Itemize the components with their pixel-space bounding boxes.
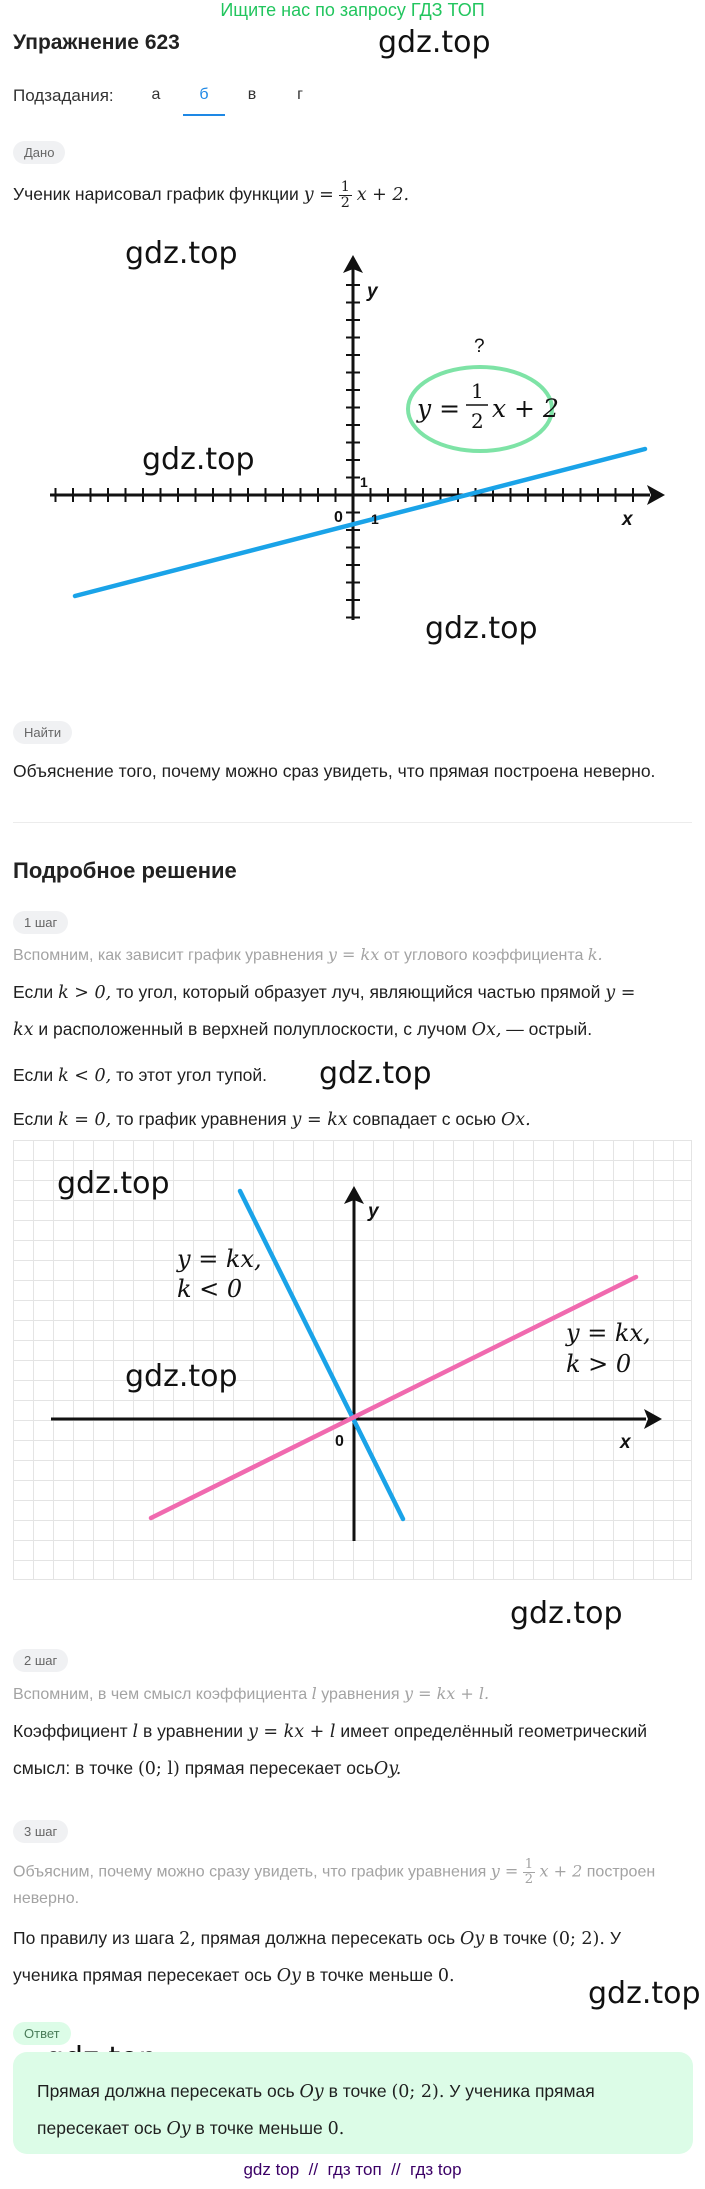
page-title: Упражнение 623 — [13, 31, 180, 54]
step3-pill: 3 шаг — [13, 1820, 68, 1843]
footer-links[interactable]: gdz top // гдз топ // гдз top — [243, 2160, 462, 2179]
watermark: gdz.top — [125, 1359, 238, 1394]
given-frac-den: 2 — [340, 195, 350, 212]
step1-pill: 1 шаг — [13, 911, 68, 934]
step1-hint-k: k. — [587, 945, 603, 964]
step3-hint-fraction — [523, 1858, 535, 1887]
step1-p1-line1 — [13, 979, 693, 1007]
watermark: gdz.top — [510, 1596, 623, 1631]
step2-hint-b: уравнения — [321, 1686, 400, 1703]
given-eq-y: y = — [303, 185, 334, 206]
step1-p1-ox: Ox, — [471, 1020, 502, 1041]
step1-p2-b: то этот угол тупой. — [116, 1065, 268, 1085]
step2-eq: y = kx + l — [247, 1722, 336, 1742]
watermark: gdz.top — [319, 1056, 432, 1091]
answer-text — [37, 2078, 677, 2143]
x-unit-label: 1 — [371, 511, 379, 527]
y-unit-label: 1 — [360, 474, 368, 490]
line-positive-slope — [151, 1277, 636, 1518]
step1-p1-eq-y: y = — [605, 983, 636, 1003]
question-mark: ? — [474, 336, 485, 357]
search-banner[interactable]: Ищите нас по запросу ГДЗ ТОП — [220, 0, 485, 20]
graph-slopes — [13, 1140, 692, 1580]
step2-text — [13, 1718, 693, 1783]
tab-v[interactable]: в — [247, 86, 257, 103]
answer-zero: 0. — [327, 2119, 345, 2140]
watermark: gdz.top — [378, 25, 491, 60]
step3-line1 — [13, 1925, 693, 1953]
tab-b[interactable]: б — [199, 86, 209, 103]
step2-l: l — [132, 1722, 139, 1742]
step1-p1 — [13, 979, 693, 1044]
step1-p3-ox: Ox. — [500, 1110, 531, 1130]
step3-zero: 0. — [437, 1966, 455, 1987]
watermark: gdz.top — [57, 1166, 170, 1201]
line-negative-slope — [240, 1191, 403, 1519]
tab-g[interactable]: г — [297, 86, 303, 103]
answer-t3: У ученика прямая — [449, 2081, 595, 2101]
given-eq-rest: x + 2. — [356, 185, 410, 206]
answer-t5: в точке меньше — [195, 2118, 323, 2139]
step3-two: 2, — [179, 1929, 196, 1949]
step3-hint-c: неверно. — [13, 1889, 80, 1907]
step1-p3-b: то график уравнения — [116, 1109, 287, 1129]
answer-t1: Прямая должна пересекать ось — [37, 2081, 295, 2101]
step3-t1: По правилу из шага — [13, 1928, 175, 1948]
watermark: gdz.top — [142, 442, 255, 477]
step2-t1: Коэффициент — [13, 1721, 128, 1741]
step1-p1-c: и расположенный в верхней полуплоскости, с лучом — [38, 1019, 467, 1040]
origin-label: 0 — [334, 509, 343, 526]
eq-rest: x + 2 — [492, 394, 559, 423]
step2-pill: 2 шаг — [13, 1649, 68, 1672]
given-pill: Дано — [13, 141, 65, 164]
step3-hint-a: Объясним, почему можно сразу увидеть, что график уравнения — [13, 1863, 487, 1881]
step2-hint-l: l — [311, 1684, 317, 1703]
step3-point: (0; 2). — [552, 1929, 605, 1949]
step3-hint-b: построен — [586, 1863, 656, 1881]
step2-point: (0; l) — [137, 1759, 180, 1780]
step2-t5: прямая пересекает ось — [184, 1758, 374, 1779]
answer-t4: пересекает ось — [37, 2118, 162, 2139]
eq-den: 2 — [471, 409, 484, 433]
answer-point: (0; 2). — [391, 2082, 445, 2102]
step2-oy: Oy. — [373, 1759, 402, 1780]
origin-label: 0 — [335, 1433, 344, 1450]
step1-p1-d: — острый. — [506, 1019, 593, 1040]
watermark: gdz.top — [125, 236, 238, 271]
y-axis-label: y — [368, 1201, 379, 1222]
step1-p2-a: Если — [13, 1065, 54, 1085]
answer-pill: Ответ — [13, 2022, 71, 2045]
neg-label-2: k < 0 — [177, 1275, 243, 1303]
answer-oy: Oy — [299, 2082, 324, 2102]
step2-t2: в уравнении — [143, 1721, 244, 1741]
step1-p1-cond: k > 0, — [58, 983, 112, 1003]
step3-oy2: Oy — [276, 1966, 301, 1987]
step2-line1 — [13, 1718, 693, 1746]
step1-hint-eq: y = kx — [327, 945, 380, 964]
y-axis-label: y — [367, 281, 378, 302]
eq-num: 1 — [471, 379, 484, 403]
step3-hint-num: 1 — [524, 1857, 534, 1872]
pos-label-2: k > 0 — [566, 1350, 632, 1378]
step2-hint — [13, 1682, 489, 1707]
step1-p3-cond: k = 0, — [58, 1110, 112, 1130]
step1-p2-cond: k < 0, — [58, 1066, 112, 1086]
step3-hint-y: y = — [490, 1861, 519, 1881]
step1-p3-c: совпадает с осью — [352, 1109, 497, 1129]
answer-t2: в точке — [328, 2081, 387, 2101]
step1-p1-eq-kx: kx — [13, 1020, 34, 1041]
divider — [13, 822, 692, 823]
graph-slopes-svg — [14, 1141, 693, 1581]
step1-p3-a: Если — [13, 1109, 54, 1129]
step2-hint-eq: y = kx + l. — [403, 1684, 490, 1703]
step3-t3: в точке — [489, 1928, 548, 1948]
tab-a[interactable]: а — [151, 86, 161, 103]
step3-hint-line1 — [13, 1858, 693, 1887]
answer-line2 — [37, 2115, 677, 2143]
find-text: Объяснение того, почему можно сраз увидеть, что прямая построена неверно. — [13, 761, 656, 781]
step1-hint-a: Вспомним, как зависит график уравнения — [13, 947, 324, 964]
active-tab-indicator — [183, 114, 225, 116]
watermark: gdz.top — [425, 611, 538, 646]
answer-oy2: Oy — [166, 2119, 191, 2140]
step1-hint — [13, 943, 603, 968]
step1-hint-b: от углового коэффициента — [383, 947, 584, 964]
neg-label-1: y = kx, — [177, 1245, 262, 1273]
step2-hint-a: Вспомним, в чем смысл коэффициента — [13, 1686, 308, 1703]
step1-p1-a: Если — [13, 982, 54, 1002]
step1-p2 — [13, 1062, 267, 1090]
solution-title: Подробное решение — [13, 858, 237, 883]
step3-hint-den: 2 — [524, 1871, 534, 1887]
step3-t6: в точке меньше — [305, 1965, 434, 1986]
step1-p1-line2 — [13, 1016, 693, 1044]
find-pill: Найти — [13, 721, 72, 744]
x-axis-label: x — [622, 509, 633, 530]
step2-t4: смысл: в точке — [13, 1758, 134, 1779]
step3-t2: прямая должна пересекать ось — [200, 1928, 456, 1948]
given-fraction — [339, 180, 352, 211]
given-text-main: Ученик нарисовал график функции — [13, 184, 299, 205]
x-axis-arrow — [644, 1409, 662, 1429]
step3-t4: У — [609, 1928, 621, 1948]
step3-t5: ученика прямая пересекает ось — [13, 1965, 272, 1986]
given-text — [13, 180, 409, 211]
step1-p3-eq: y = kx — [291, 1110, 348, 1130]
eq-y: y = — [417, 394, 461, 423]
pos-label-1: y = kx, — [566, 1319, 651, 1347]
step3-oy: Oy — [459, 1929, 485, 1949]
step2-t3: имеет определённый геометрический — [340, 1721, 648, 1741]
step3-hint-rest: x + 2 — [539, 1861, 583, 1881]
step2-line2 — [13, 1755, 693, 1783]
step3-hint — [13, 1858, 693, 1911]
subtasks-label: Подзадания: — [13, 86, 114, 105]
watermark: gdz.top — [588, 1976, 701, 2011]
answer-line1 — [37, 2078, 677, 2106]
given-frac-num: 1 — [340, 179, 350, 195]
step1-p1-b: то угол, который образует луч, являющийся частью прямой — [116, 982, 601, 1002]
x-axis-label: x — [620, 1432, 631, 1453]
graph-student-line — [40, 245, 680, 635]
step1-p3 — [13, 1106, 531, 1134]
